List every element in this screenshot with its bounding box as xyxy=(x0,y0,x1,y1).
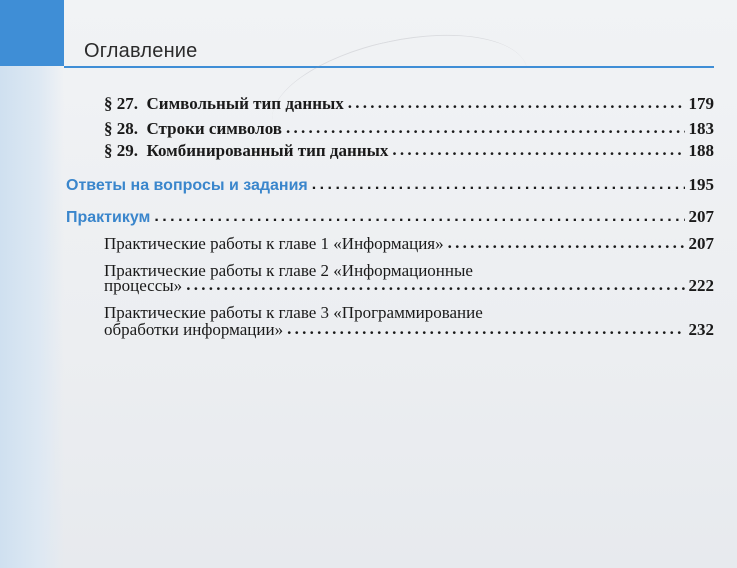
toc-entry-section-27[interactable] xyxy=(104,94,714,114)
section-title: Символьный тип данных xyxy=(146,94,344,113)
page-number: 195 xyxy=(688,175,714,194)
section-number: § 28. xyxy=(104,119,138,138)
section-title: Комбинированный тип данных xyxy=(146,141,389,160)
leader-dots xyxy=(186,275,684,294)
practicum-title: Практикум xyxy=(66,209,151,226)
answers-title: Ответы на вопросы и задания xyxy=(66,177,308,194)
practical-works-title-cont: процессы» xyxy=(104,276,183,295)
page-title: Оглавление xyxy=(84,40,198,62)
toc-entry-practical-works-1[interactable] xyxy=(104,234,714,254)
section-number: § 27. xyxy=(104,94,138,113)
page-number: 188 xyxy=(688,141,714,160)
leader-dots xyxy=(348,93,685,112)
page-number: 183 xyxy=(688,119,714,138)
leader-dots xyxy=(312,176,685,194)
page-number: 207 xyxy=(688,207,714,226)
toc-entry-practical-works-2-line1[interactable]: Практические работы к главе 2 «Информационные xyxy=(104,261,473,280)
leader-dots xyxy=(287,319,684,338)
page-number: 179 xyxy=(688,94,714,113)
toc-entry-section-29[interactable] xyxy=(104,141,714,161)
leader-dots xyxy=(448,233,685,252)
leader-dots xyxy=(286,118,685,137)
toc-entry-practicum[interactable] xyxy=(66,207,714,227)
section-title: Строки символов xyxy=(146,119,282,138)
toc-entry-practical-works-3-line1[interactable]: Практические работы к главе 3 «Программирование xyxy=(104,303,483,322)
practical-works-title: Практические работы к главе 1 «Информация» xyxy=(104,234,444,253)
toc-entry-practical-works-2[interactable] xyxy=(104,276,714,296)
toc-entry-practical-works-3[interactable] xyxy=(104,320,714,340)
toc-entry-section-28[interactable] xyxy=(104,119,714,139)
page-number: 207 xyxy=(688,234,714,253)
practical-works-title-cont: обработки информации» xyxy=(104,320,284,339)
toc-entry-answers[interactable] xyxy=(66,175,714,195)
leader-dots xyxy=(392,140,684,159)
page-number: 222 xyxy=(688,276,714,295)
section-number: § 29. xyxy=(104,141,138,160)
leader-dots xyxy=(154,208,684,226)
page-number: 232 xyxy=(688,320,714,339)
